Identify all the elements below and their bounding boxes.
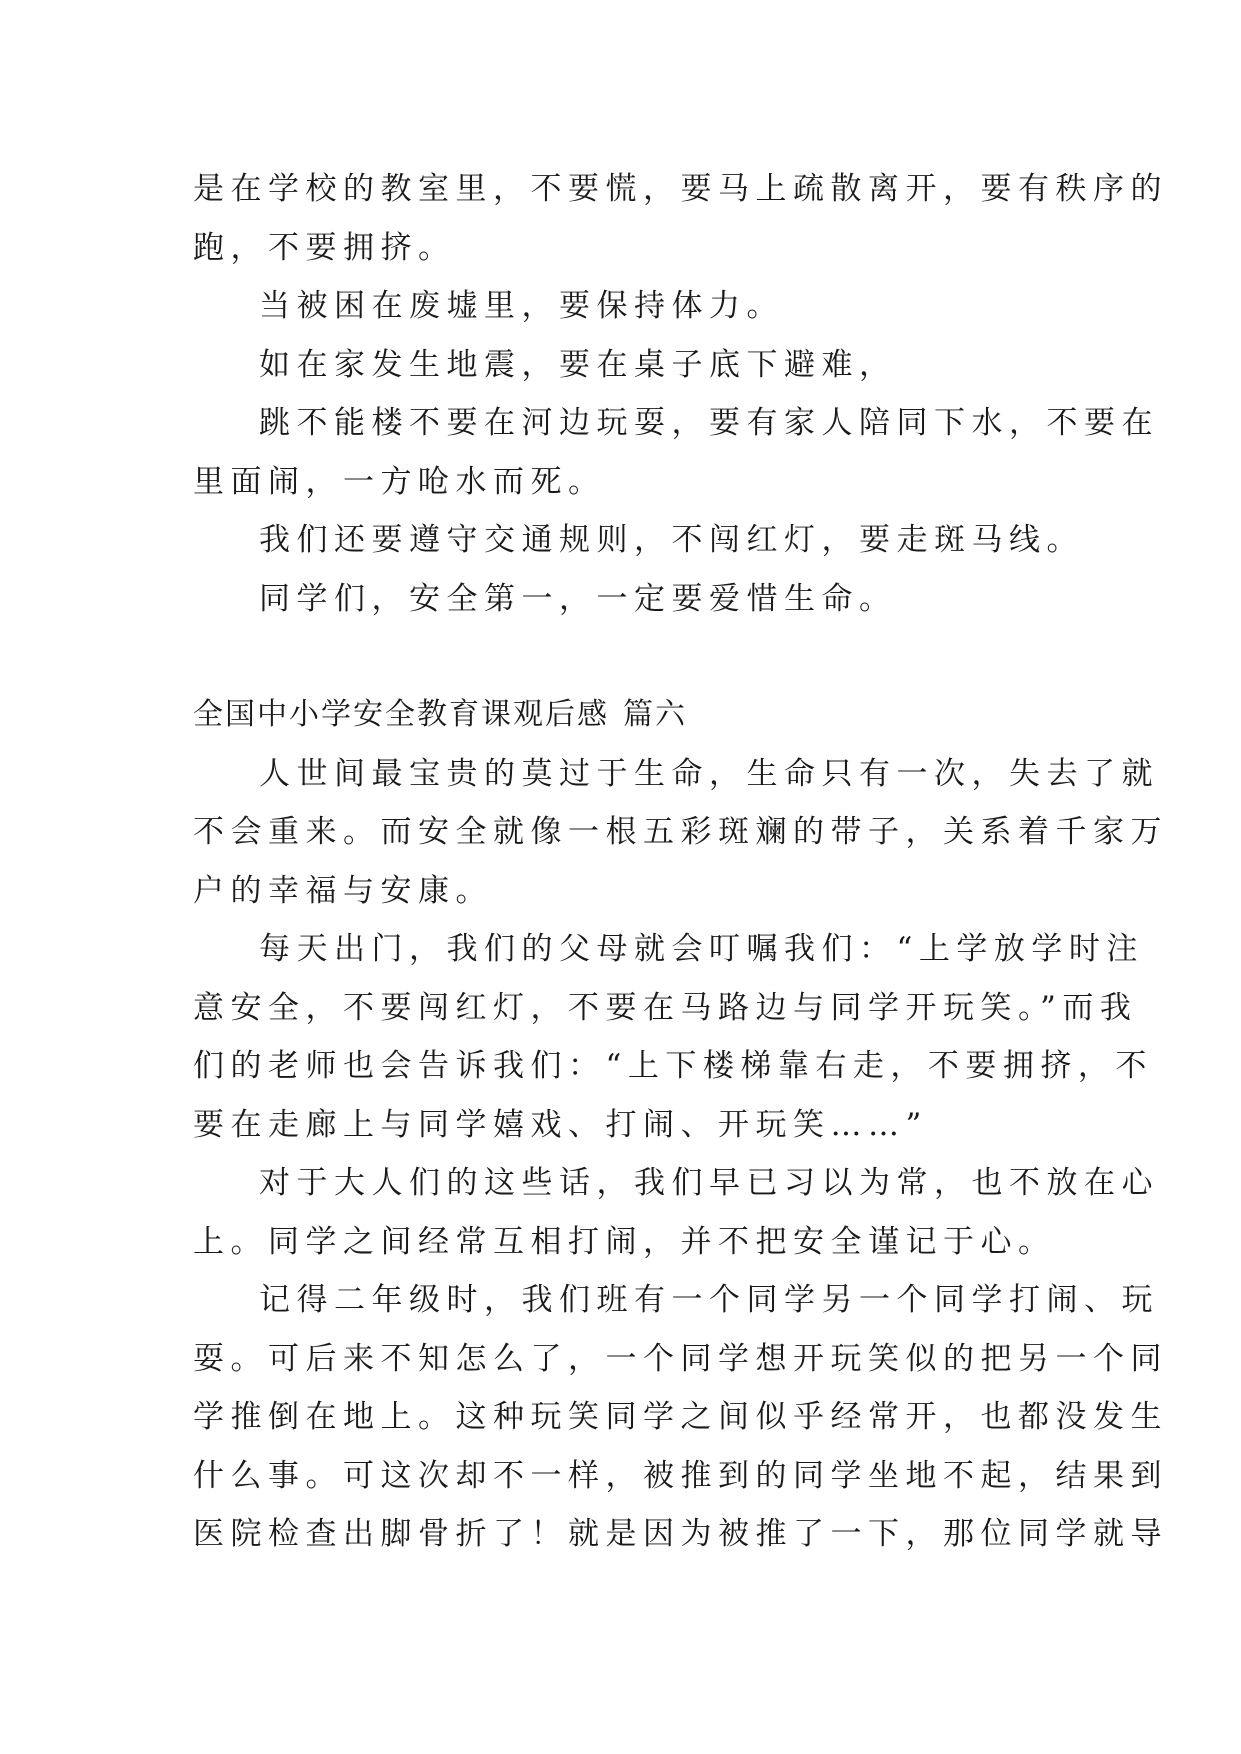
paragraph-line: 什么事。可这次却不一样，被推到的同学坐地不起，结果到	[193, 1457, 1168, 1494]
paragraph-line: 不会重来。而安全就像一根五彩斑斓的带子，关系着千家万	[193, 814, 1168, 850]
document-body	[193, 160, 1168, 1564]
section-spacer	[193, 628, 1055, 686]
paragraph-trapped: 当被困在废墟里，要保持体力。	[259, 288, 784, 324]
paragraph-line: 耍。可后来不知怎么了，一个同学想开玩笑似的把另一个同	[193, 1340, 1168, 1377]
paragraph-closing: 同学们，安全第一，一定要爱惜生命。	[259, 580, 897, 617]
paragraph-line: 每天出门，我们的父母就会叮嘱我们：“上学放学时注	[259, 931, 1144, 967]
paragraph-line: 意安全，不要闯红灯，不要在马路边与同学开玩笑。”而我	[193, 989, 1138, 1026]
section-heading	[193, 686, 1055, 745]
paragraph-line: 里面闹，一方呛水而死。	[193, 463, 606, 500]
paragraph-line: 记得二年级时，我们班有一个同学另一个同学打闹、玩	[259, 1282, 1159, 1318]
paragraph-line: 上。同学之间经常互相打闹，并不把安全谨记于心。	[193, 1223, 1056, 1260]
paragraph-line: 是在学校的教室里，不要慌，要马上疏散离开，要有秩序的	[193, 171, 1168, 207]
paragraph-line: 医院检查出脚骨折了！就是因为被推了一下，那位同学就导	[193, 1516, 1168, 1552]
section-title: 全国中小学安全教育课观后感	[193, 697, 609, 732]
paragraph-line: 跳不能楼不要在河边玩耍，要有家人陪同下水，不要在	[259, 405, 1159, 441]
paragraph-line: 跑，不要拥挤。	[193, 229, 456, 266]
paragraph-line: 人世间最宝贵的莫过于生命，生命只有一次，失去了就	[259, 755, 1159, 792]
paragraph-line: 学推倒在地上。这种玩笑同学之间似乎经常开，也都没发生	[193, 1399, 1168, 1435]
paragraph-line: 对于大人们的这些话，我们早已习以为常，也不放在心	[259, 1165, 1159, 1201]
section-label: 篇六	[623, 697, 687, 732]
paragraph-line: 要在走廊上与同学嬉戏、打闹、开玩笑……”	[193, 1106, 928, 1143]
paragraph-line: 户的幸福与安康。	[193, 872, 493, 909]
paragraph-home-earthquake: 如在家发生地震，要在桌子底下避难，	[259, 346, 897, 383]
paragraph-line: 们的老师也会告诉我们：“上下楼梯靠右走，不要拥挤，不	[193, 1048, 1153, 1084]
paragraph-traffic: 我们还要遵守交通规则，不闯红灯，要走斑马线。	[259, 522, 1084, 558]
